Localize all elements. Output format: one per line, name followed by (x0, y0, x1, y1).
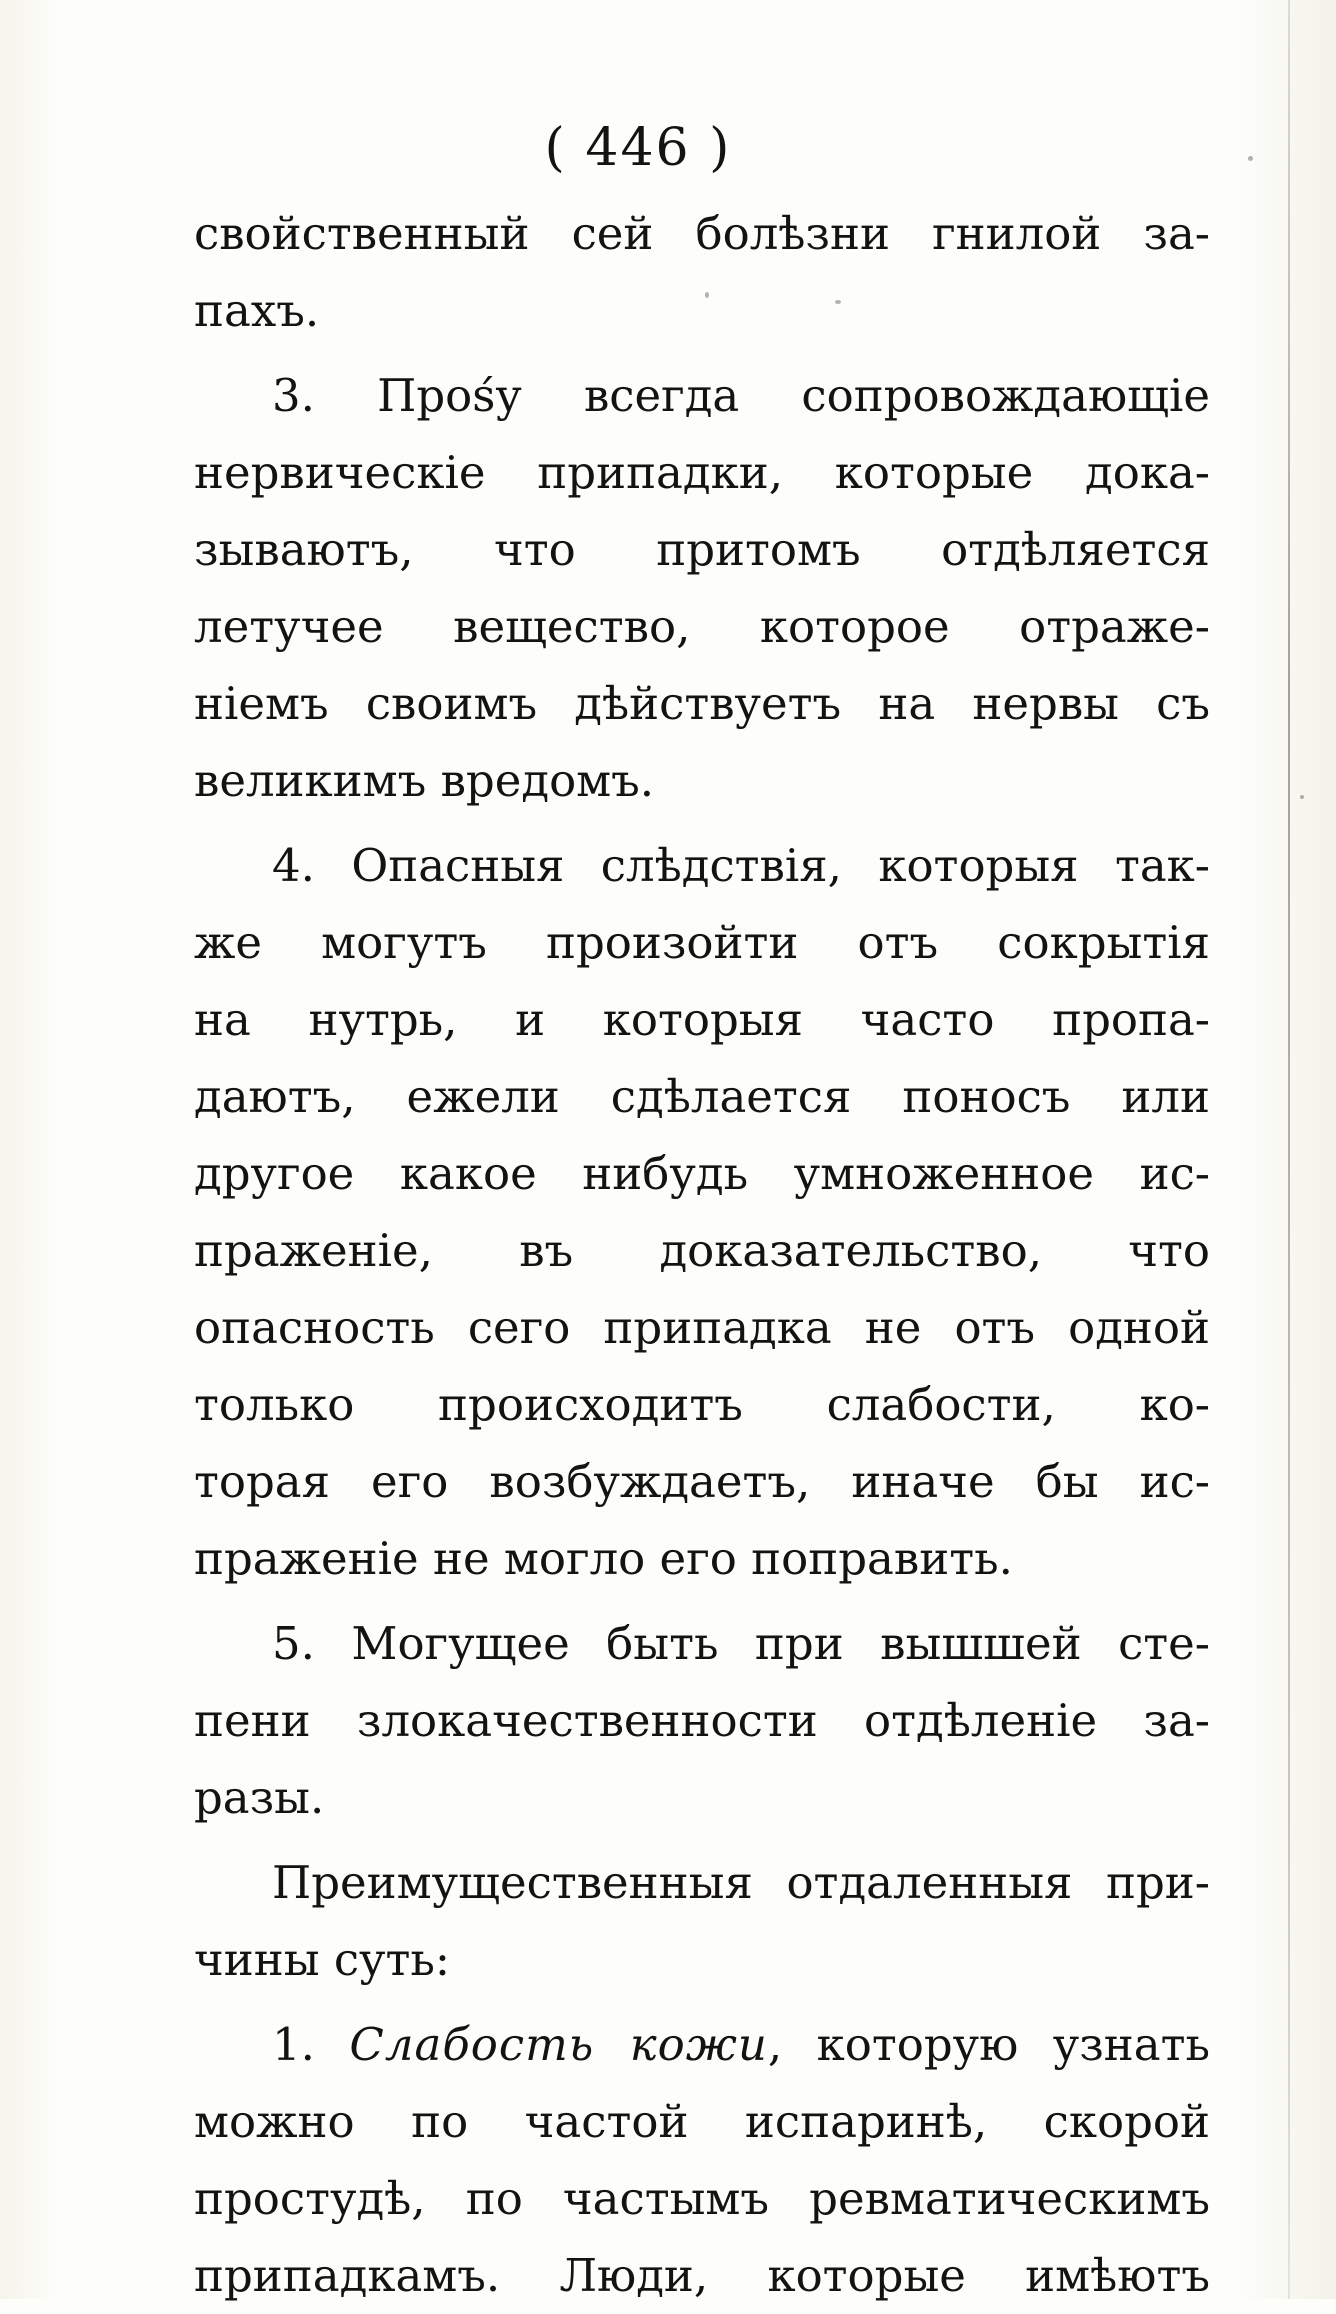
text-line: простудѣ, по частымъ ревматическимъ (194, 2172, 1210, 2225)
ink-speck (835, 300, 841, 304)
text-line: нервическіе припадки, которые дока- (194, 446, 1210, 499)
text-line: только происходитъ слабости, ко- (194, 1378, 1210, 1431)
text-line: можно по частой испаринѣ, скорой (194, 2095, 1210, 2148)
page-edge-shadow (1288, 0, 1290, 2299)
text-line: праженіе не могло его поправить. (194, 1532, 1013, 1585)
text-line: же могутъ произойти отъ сокрытія (194, 916, 1210, 969)
text-line: летучее вещество, которое отраже- (194, 600, 1210, 653)
text-line: 3. Прośу всегда сопровождающіе (272, 369, 1210, 422)
text-line: зываютъ, что притомъ отдѣляется (194, 523, 1210, 576)
ink-speck (1300, 795, 1304, 799)
text-line: 4. Опасныя слѣдствія, которыя так- (272, 839, 1210, 892)
text-line: ніемъ своимъ дѣйствуетъ на нервы съ (194, 677, 1210, 730)
text-line: свойственный сей болѣзни гнилой за- (194, 207, 1210, 260)
text-line: чины суть: (194, 1933, 451, 1986)
text-line: разы. (194, 1771, 325, 1824)
ink-speck (1248, 156, 1253, 161)
text-line: опасность сего припадка не отъ одной (194, 1301, 1210, 1354)
text-line: даютъ, ежели сдѣлается поносъ или (194, 1070, 1210, 1123)
text-line: великимъ вредомъ. (194, 754, 655, 807)
body-text (194, 195, 1210, 2314)
italic-term: Слабость кожи (349, 2018, 768, 2071)
ink-speck (705, 292, 709, 298)
text-line: на нутрь, и которыя часто пропа- (194, 993, 1210, 1046)
text-line: Преимущественныя отдаленныя при- (272, 1856, 1210, 1909)
text-line: праженіе, въ доказательство, что (194, 1224, 1210, 1277)
page-number: ( 446 ) (544, 118, 732, 178)
text-line: торая его возбуждаетъ, иначе бы ис- (194, 1455, 1210, 1508)
text-line: припадкамъ. Люди, которые имѣютъ (194, 2249, 1210, 2302)
text-line: пени злокачественности отдѣленіе за- (194, 1694, 1210, 1747)
text-line: пахъ. (194, 284, 320, 337)
text-line: другое какое нибудь умноженное ис- (194, 1147, 1210, 1200)
text-line: 1. Слабость кожи, которую узнать (272, 2018, 1210, 2071)
text-line: 5. Могущее быть при вышшей сте- (272, 1617, 1210, 1670)
